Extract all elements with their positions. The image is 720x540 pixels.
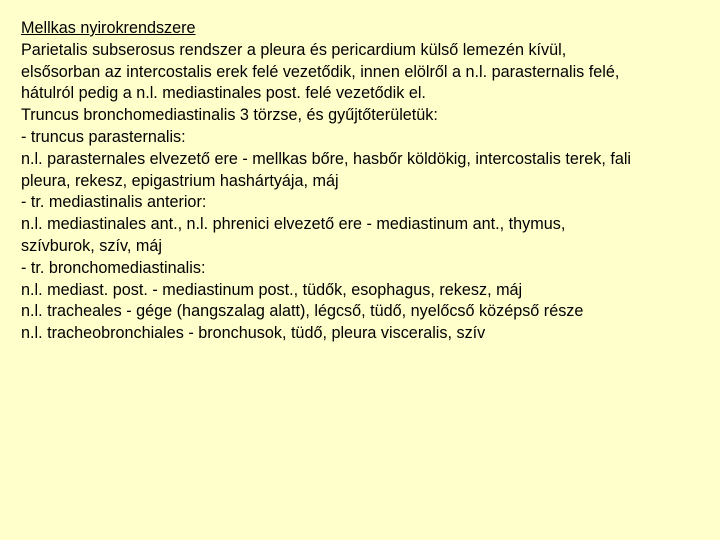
slide-title: Mellkas nyirokrendszere: [21, 19, 196, 37]
text-line-truncus-heading: Truncus bronchomediastinalis 3 törzse, és gyűjtőterületük:: [21, 106, 438, 125]
text-line-parietalis-drainage: elsősorban az intercostalis erek felé vezetődik, innen elölről a n.l. parasternalis felé,: [21, 62, 620, 81]
text-line-truncus-parasternalis: - truncus parasternalis:: [21, 127, 186, 146]
text-line-parasternales-area-cont: pleura, rekesz, epigastrium hashártyája, máj: [21, 171, 339, 190]
text-line-mediastinalis-anterior: - tr. mediastinalis anterior:: [21, 193, 207, 212]
text-line-bronchomediastinalis: - tr. bronchomediastinalis:: [21, 258, 206, 277]
text-line-tracheobronchiales-area: n.l. tracheobronchiales - bronchusok, tüdő, pleura visceralis, szív: [21, 324, 486, 343]
text-line-mediastinales-ant-area-cont: szívburok, szív, máj: [21, 236, 162, 255]
text-line-parietalis-intro: Parietalis subserosus rendszer a pleura és pericardium külső lemezén kívül,: [21, 40, 567, 59]
text-line-parasternales-area: n.l. parasternales elvezető ere - mellkas bőre, hasbőr köldökig, intercostalis terek, fali: [21, 149, 632, 168]
text-line-mediastinales-ant-area: n.l. mediastinales ant., n.l. phrenici elvezető ere - mediastinum ant., thymus,: [21, 215, 566, 234]
slide-text-block: [21, 18, 706, 345]
text-line-parietalis-posterior: hátulról pedig a n.l. mediastinales post. felé vezetődik el.: [21, 84, 426, 103]
text-line-tracheales-area: n.l. tracheales - gége (hangszalag alatt), légcső, tüdő, nyelőcső középső része: [21, 302, 584, 321]
text-line-mediast-post-area: n.l. mediast. post. - mediastinum post., tüdők, esophagus, rekesz, máj: [21, 280, 523, 299]
